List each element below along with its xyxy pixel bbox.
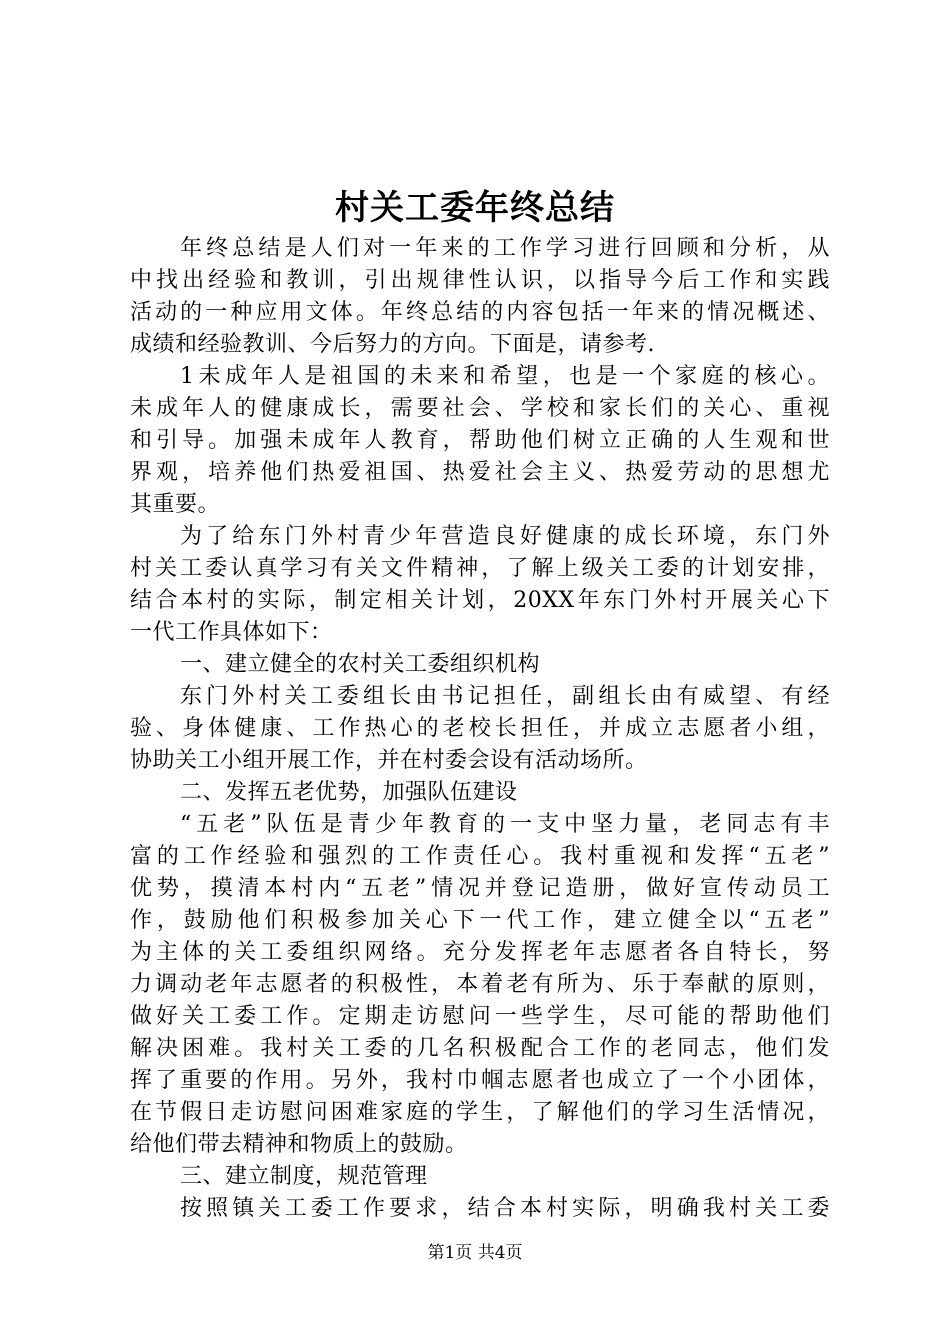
text-line: 作，鼓励他们积极参加关心下一代工作，建立健全以“五老” <box>130 908 830 933</box>
section-heading <box>130 777 830 809</box>
text-line: 成绩和经验教训、今后努力的方向。下面是，请参考. <box>130 332 655 357</box>
text-line: 界观，培养他们热爱祖国、热爱社会主义、热爱劳动的思想尤 <box>130 460 830 485</box>
paragraph <box>130 233 830 361</box>
text-line: 富的工作经验和强烈的工作责任心。我村重视和发挥“五老” <box>130 844 830 869</box>
page-footer: 第1页 共4页 <box>427 1243 523 1263</box>
paragraph <box>130 521 830 649</box>
text-line: 其重要。 <box>130 492 221 517</box>
paragraph <box>130 361 830 521</box>
text-line: 活动的一种应用文体。年终总结的内容包括一年来的情况概述、 <box>130 300 830 325</box>
text-line: 协助关工小组开展工作，并在村委会设有活动场所。 <box>130 748 648 773</box>
text-line: 验、身体健康、工作热心的老校长担任，并成立志愿者小组， <box>130 716 830 741</box>
text-line: 三、建立制度，规范管理 <box>180 1164 428 1189</box>
text-line: 年终总结是人们对一年来的工作学习进行回顾和分析，从 <box>180 236 830 261</box>
text-line: 和引导。加强未成年人教育，帮助他们树立正确的人生观和世 <box>130 428 830 453</box>
text-line: 二、发挥五老优势，加强队伍建设 <box>180 780 518 805</box>
text-line: 在节假日走访慰问困难家庭的学生，了解他们的学习生活情况， <box>130 1100 830 1125</box>
document-title: 村关工委年终总结 <box>335 188 615 228</box>
text-line: 解决困难。我村关工委的几名积极配合工作的老同志，他们发 <box>130 1036 830 1061</box>
text-line: 结合本村的实际，制定相关计划，20XX年东门外村开展关心下 <box>130 588 830 613</box>
text-line: “五老”队伍是青少年教育的一支中坚力量，老同志有丰 <box>180 812 830 837</box>
text-line: 优势，摸清本村内“五老”情况并登记造册，做好宣传动员工 <box>130 876 830 901</box>
text-line: 为了给东门外村青少年营造良好健康的成长环境，东门外 <box>180 524 830 549</box>
text-line: 挥了重要的作用。另外，我村巾帼志愿者也成立了一个小团体， <box>130 1068 830 1093</box>
document-body <box>130 233 830 1225</box>
text-line: 一、建立健全的农村关工委组织机构 <box>180 652 541 677</box>
paragraph <box>130 1193 830 1225</box>
section-heading <box>130 1161 830 1193</box>
text-line: 1未成年人是祖国的未来和希望，也是一个家庭的核心。 <box>180 364 830 389</box>
text-line: 村关工委认真学习有关文件精神，了解上级关工委的计划安排， <box>130 556 830 581</box>
text-line: 力调动老年志愿者的积极性，本着老有所为、乐于奉献的原则， <box>130 972 830 997</box>
paragraph <box>130 809 830 1161</box>
text-line: 未成年人的健康成长，需要社会、学校和家长们的关心、重视 <box>130 396 830 421</box>
text-line: 做好关工委工作。定期走访慰问一些学生，尽可能的帮助他们 <box>130 1004 830 1029</box>
text-line: 中找出经验和教训，引出规律性认识，以指导今后工作和实践 <box>130 268 830 293</box>
text-line: 东门外村关工委组长由书记担任，副组长由有威望、有经 <box>180 684 830 709</box>
paragraph <box>130 681 830 777</box>
text-line: 为主体的关工委组织网络。充分发挥老年志愿者各自特长，努 <box>130 940 830 965</box>
text-line: 按照镇关工委工作要求，结合本村实际，明确我村关工委 <box>180 1196 830 1221</box>
text-line: 一代工作具体如下： <box>130 620 333 645</box>
text-line: 给他们带去精神和物质上的鼓励。 <box>130 1132 468 1157</box>
section-heading <box>130 649 830 681</box>
